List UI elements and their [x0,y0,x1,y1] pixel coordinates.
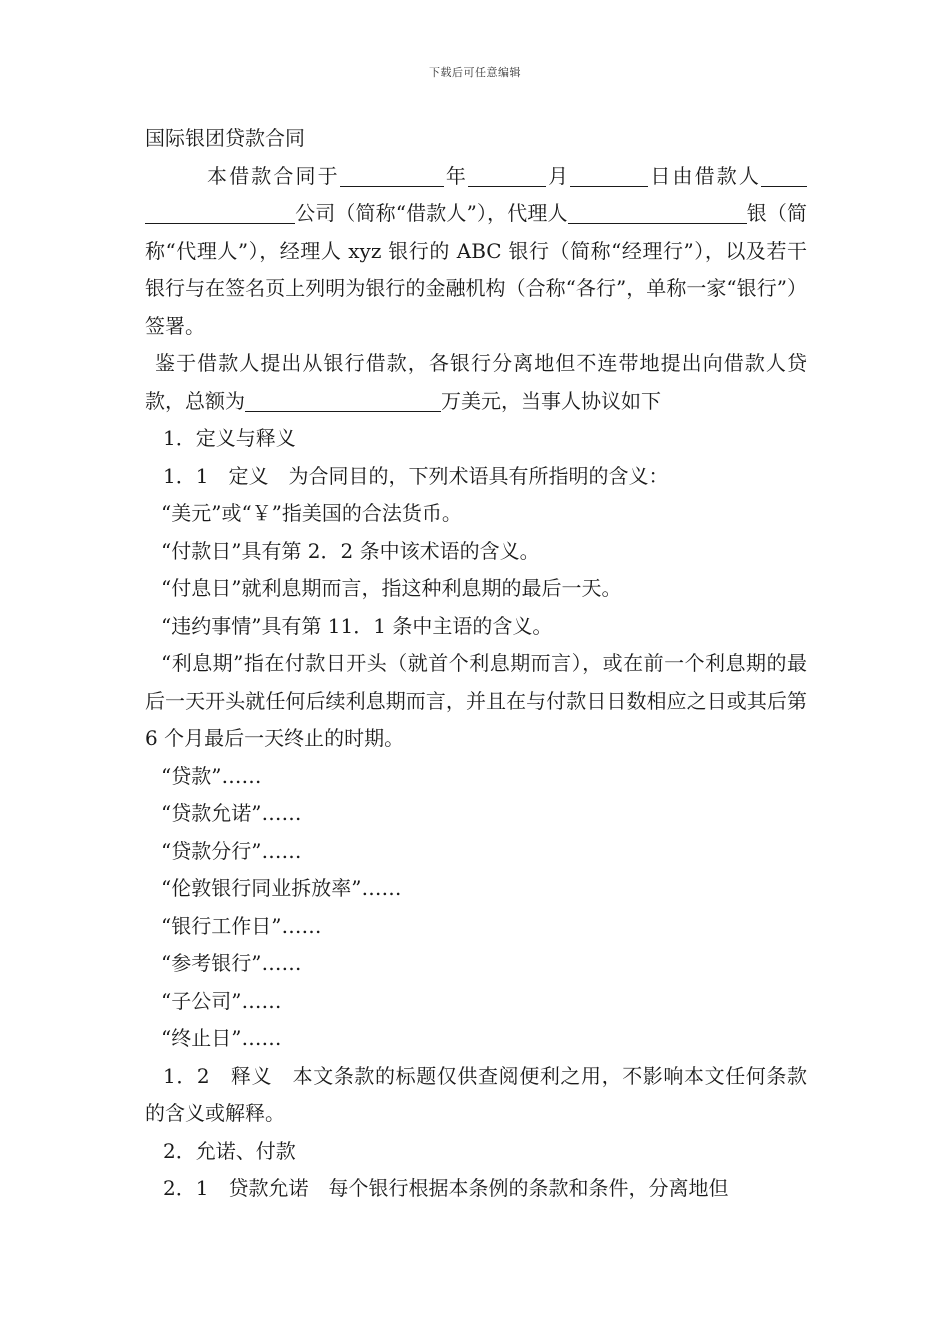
definition-item: “利息期”指在付款日开头（就首个利息期而言），或在前一个利息期的最后一天开头就任何后续利息期而言，并且在与付款日日数相应之日或其后第 6 个月最后一天终止的时期。 [145,651,807,750]
whereas-paragraph [145,345,807,420]
definition-item: “美元”或“￥”指美国的合法货币。 [161,501,462,525]
intro-text-date-prefix: 本借款合同于 [207,163,340,188]
blank-borrower-a [761,166,807,187]
intro-text-month: 月 [546,163,571,188]
definition-item: “违约事情”具有第 11．1 条中主语的含义。 [161,613,553,638]
intro-paragraph [145,158,807,346]
section-1-heading: 1．定义与释义 [163,426,296,450]
definition-item: “参考银行”…… [161,951,302,975]
definition-item: “贷款允诺”…… [161,801,302,825]
blank-agent-b [736,203,747,224]
clause-1-1: 1．1 定义 为合同目的，下列术语具有所指明的含义： [163,463,669,488]
blank-year [340,166,444,187]
intro-text-year: 年 [443,163,468,188]
document-title: 国际银团贷款合同 [145,126,305,150]
clause-2-1: 2．1 贷款允诺 每个银行根据本条例的条款和条件，分离地但 [163,1176,729,1200]
page-header-note: 下载后可任意编辑 [429,66,521,79]
whereas-text: 鉴于借款人提出从银行借款，各银行分离地但不连带地提出向借款人贷款，总额为 [145,351,807,413]
definition-item: “伦敦银行同业拆放率”…… [161,876,402,900]
intro-text-agent: 公司（简称“借款人”），代理人 [295,201,568,225]
contract-body [145,120,807,1208]
definition-item: “贷款分行”…… [161,838,302,863]
definition-item: “付款日”具有第 2．2 条中该术语的含义。 [161,538,540,563]
section-2-heading: 2．允诺、付款 [163,1138,296,1163]
blank-day [570,166,648,187]
blank-month [468,166,546,187]
definition-item: “付息日”就利息期而言，指这种利息期的最后一天。 [161,576,622,600]
definition-item: “子公司”…… [161,988,282,1013]
blank-total-amount [245,391,441,412]
intro-text-parties: 银（简称“代理人”），经理人 xyz 银行的 ABC 银行（简称“经理行”），以及若干银行与在签名页上列明为银行的金融机构（合称“各行”，单称一家“银行”）签署。 [145,201,807,338]
definition-item: “贷款”…… [161,763,262,788]
definition-item: “银行工作日”…… [161,913,322,938]
whereas-text-end: 万美元，当事人协议如下 [441,388,661,413]
intro-text-borrower: 日由借款人 [648,163,761,188]
clause-1-2: 1．2 释义 本文条款的标题仅供查阅便利之用，不影响本文任何条款的含义或解释。 [145,1063,807,1125]
blank-agent-a [568,203,736,224]
blank-borrower-b [145,203,295,224]
definition-item: “终止日”…… [161,1026,282,1050]
